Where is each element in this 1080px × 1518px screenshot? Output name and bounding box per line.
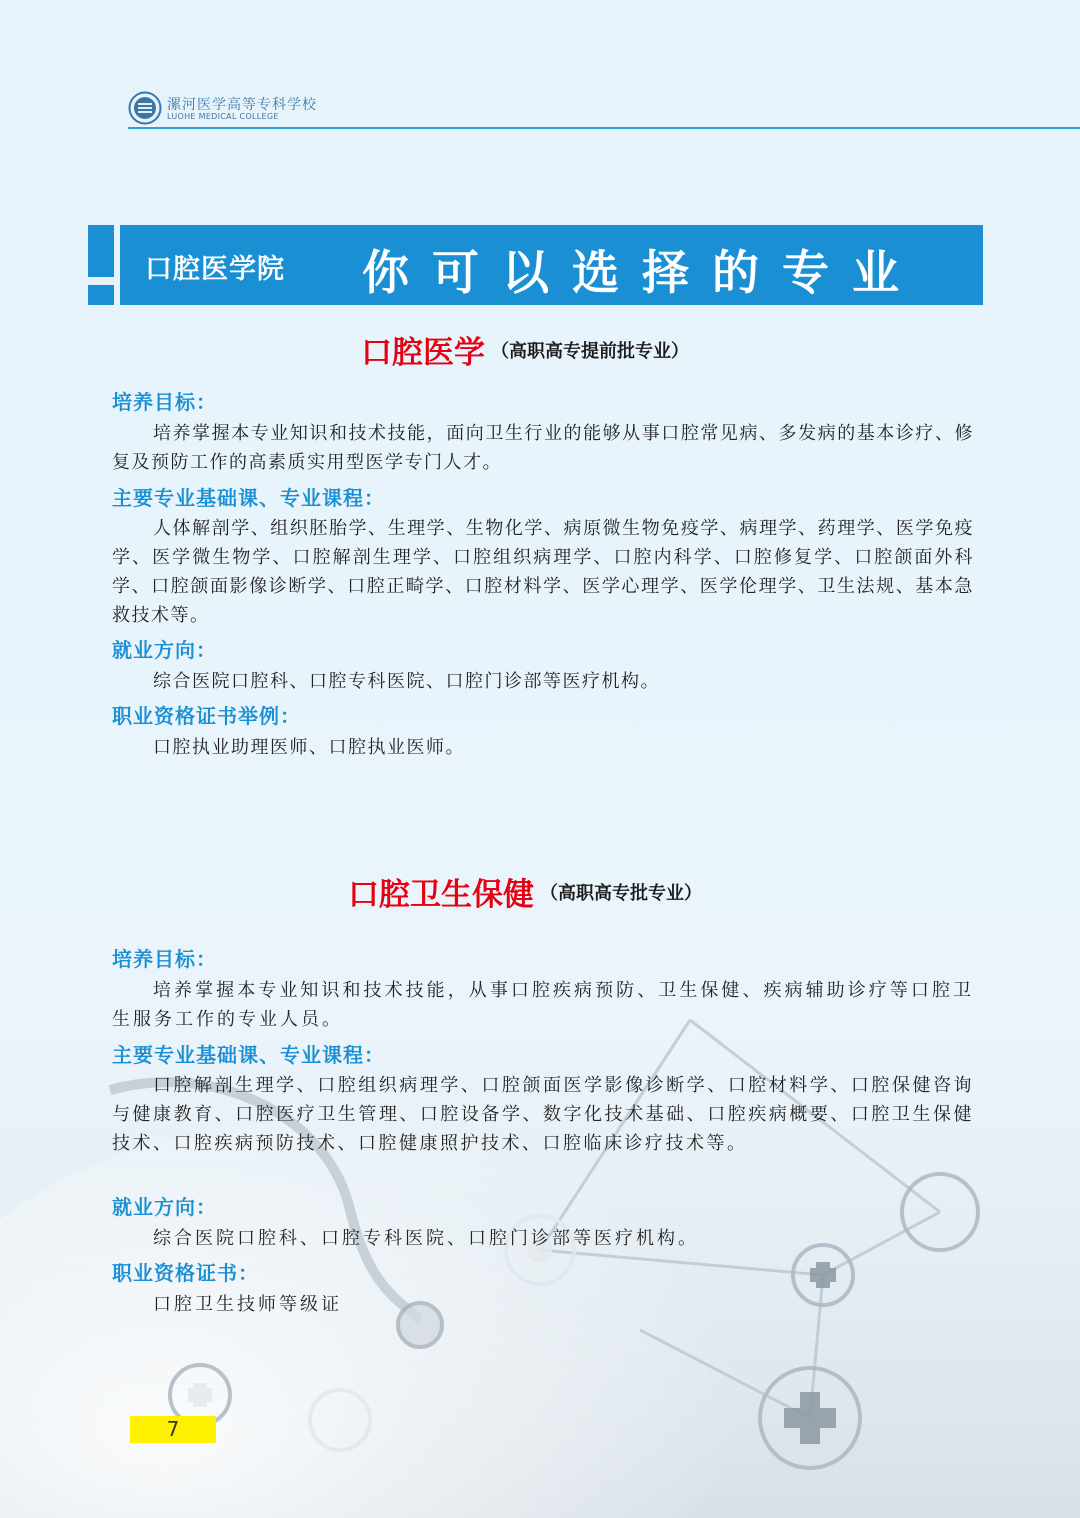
major-name: 口腔医学 (361, 335, 485, 371)
certificate-text: 口腔卫生技师等级证 (153, 1294, 342, 1315)
certificate-label: 职业资格证书举例： (112, 704, 301, 728)
goal-label: 培养目标： (112, 390, 217, 414)
major-level: （高职高专批专业） (540, 882, 702, 904)
career-label: 就业方向： (112, 638, 217, 662)
goal-label: 培养目标： (112, 947, 217, 971)
certificate-text: 口腔执业助理医师、口腔执业医师。 (153, 737, 465, 758)
career-text: 综合医院口腔科、口腔专科医院、口腔门诊部等医疗机构。 (153, 1228, 699, 1249)
school-name-english: LUOHE MEDICAL COLLEGE (167, 112, 279, 121)
goal-text: 培养掌握本专业知识和技术技能，面向卫生行业的能够从事口腔常见病、多发病的基本诊疗、修复及预防工作的高素质实用型医学专门人才。 (112, 423, 974, 473)
career-label: 就业方向： (112, 1195, 217, 1219)
major-title (361, 327, 689, 372)
courses-text: 口腔解剖生理学、口腔组织病理学、口腔颌面医学影像诊断学、口腔材料学、口腔保健咨询与健康教育、口腔医疗卫生管理、口腔设备学、数字化技术基础、口腔疾病概要、口腔卫生保健技术、口腔疾病预防技术、口腔健康照护技术、口腔临床诊疗技术等。 (112, 1075, 974, 1154)
banner-accent-block (88, 285, 114, 305)
header-divider (128, 127, 1080, 129)
banner-title: 你可以选择的专业 (362, 246, 922, 301)
major-name: 口腔卫生保健 (348, 877, 534, 913)
courses-text: 人体解剖学、组织胚胎学、生理学、生物化学、病原微生物免疫学、病理学、药理学、医学免疫学、医学微生物学、口腔解剖生理学、口腔组织病理学、口腔内科学、口腔修复学、口腔颌面外科学、口腔颌面影像诊断学、口腔正畸学、口腔材料学、医学心理学、医学伦理学、卫生法规、基本急救技术等。 (112, 518, 974, 626)
career-text: 综合医院口腔科、口腔专科医院、口腔门诊部等医疗机构。 (153, 671, 660, 692)
courses-label: 主要专业基础课、专业课程： (112, 486, 385, 510)
page-number: 7 (130, 1416, 216, 1443)
goal-text: 培养掌握本专业知识和技术技能，从事口腔疾病预防、卫生保健、疾病辅助诊疗等口腔卫生服务工作的专业人员。 (112, 980, 974, 1030)
certificate-label: 职业资格证书： (112, 1261, 259, 1285)
banner-department-name: 口腔医学院 (145, 254, 285, 285)
banner-accent-bar (88, 225, 114, 277)
major-title (348, 869, 702, 914)
courses-label: 主要专业基础课、专业课程： (112, 1043, 385, 1067)
school-logo (128, 91, 162, 125)
major-level: （高职高专提前批专业） (491, 340, 689, 362)
school-name-chinese: 漯河医学高等专科学校 (167, 97, 317, 113)
